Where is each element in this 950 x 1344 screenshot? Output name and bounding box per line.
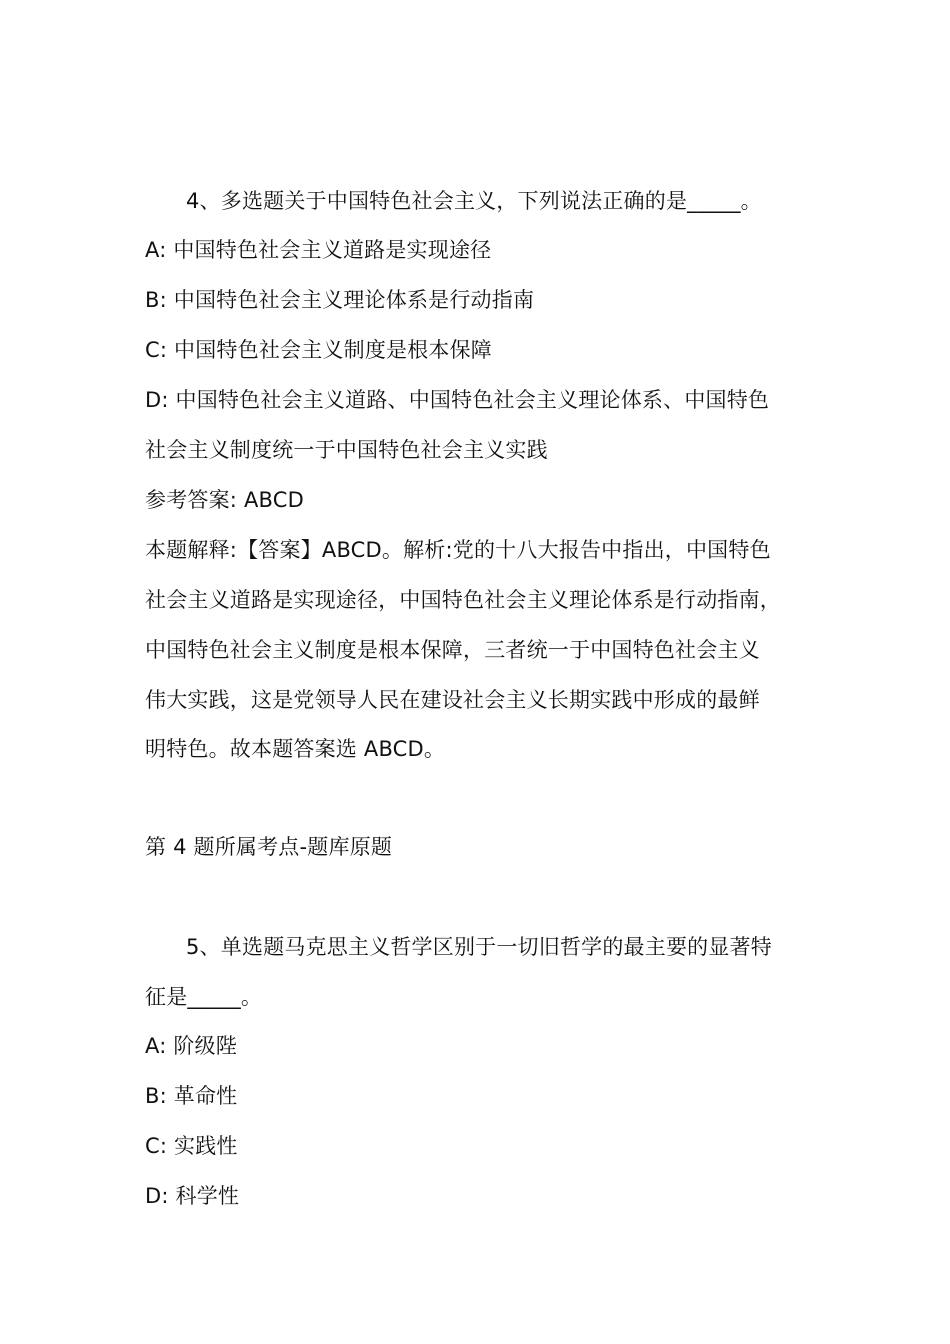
- question-5-option-c: C: 实践性: [145, 1134, 238, 1158]
- question-4-option-d-line2: 社会主义制度统一于中国特色社会主义实践: [145, 438, 548, 462]
- question-5-stem-line1: 5、单选题马克思主义哲学区别于一切旧哲学的最主要的显著特: [186, 935, 772, 959]
- question-4-option-d-line1: D: 中国特色社会主义道路、中国特色社会主义理论体系、中国特色: [145, 388, 770, 412]
- question-4-explanation-line2: 社会主义道路是实现途径，中国特色社会主义理论体系是行动指南，: [145, 588, 781, 612]
- question-4-option-c: C: 中国特色社会主义制度是根本保障: [145, 338, 493, 362]
- question-4-topic: 第 4 题所属考点-题库原题: [145, 835, 393, 859]
- question-4-option-b: B: 中国特色社会主义理论体系是行动指南: [145, 288, 535, 312]
- question-4-explanation-line4: 伟大实践，这是党领导人民在建设社会主义长期实践中形成的最鲜: [145, 688, 760, 712]
- question-4-stem: 4、多选题关于中国特色社会主义，下列说法正确的是_____。: [186, 189, 762, 213]
- question-5-stem-line2: 征是_____。: [145, 985, 263, 1009]
- question-4-explanation-line1: 本题解释:【答案】ABCD。解析:党的十八大报告中指出，中国特色: [145, 538, 771, 562]
- question-5-option-a: A: 阶级陛: [145, 1034, 237, 1058]
- question-5-option-b: B: 革命性: [145, 1084, 238, 1108]
- question-4-option-a: A: 中国特色社会主义道路是实现途径: [145, 238, 492, 262]
- question-5-option-d: D: 科学性: [145, 1184, 240, 1208]
- question-4-answer: 参考答案: ABCD: [145, 488, 304, 512]
- question-4-explanation-line5: 明特色。故本题答案选 ABCD。: [145, 737, 446, 761]
- question-4-explanation-line3: 中国特色社会主义制度是根本保障，三者统一于中国特色社会主义: [145, 638, 760, 662]
